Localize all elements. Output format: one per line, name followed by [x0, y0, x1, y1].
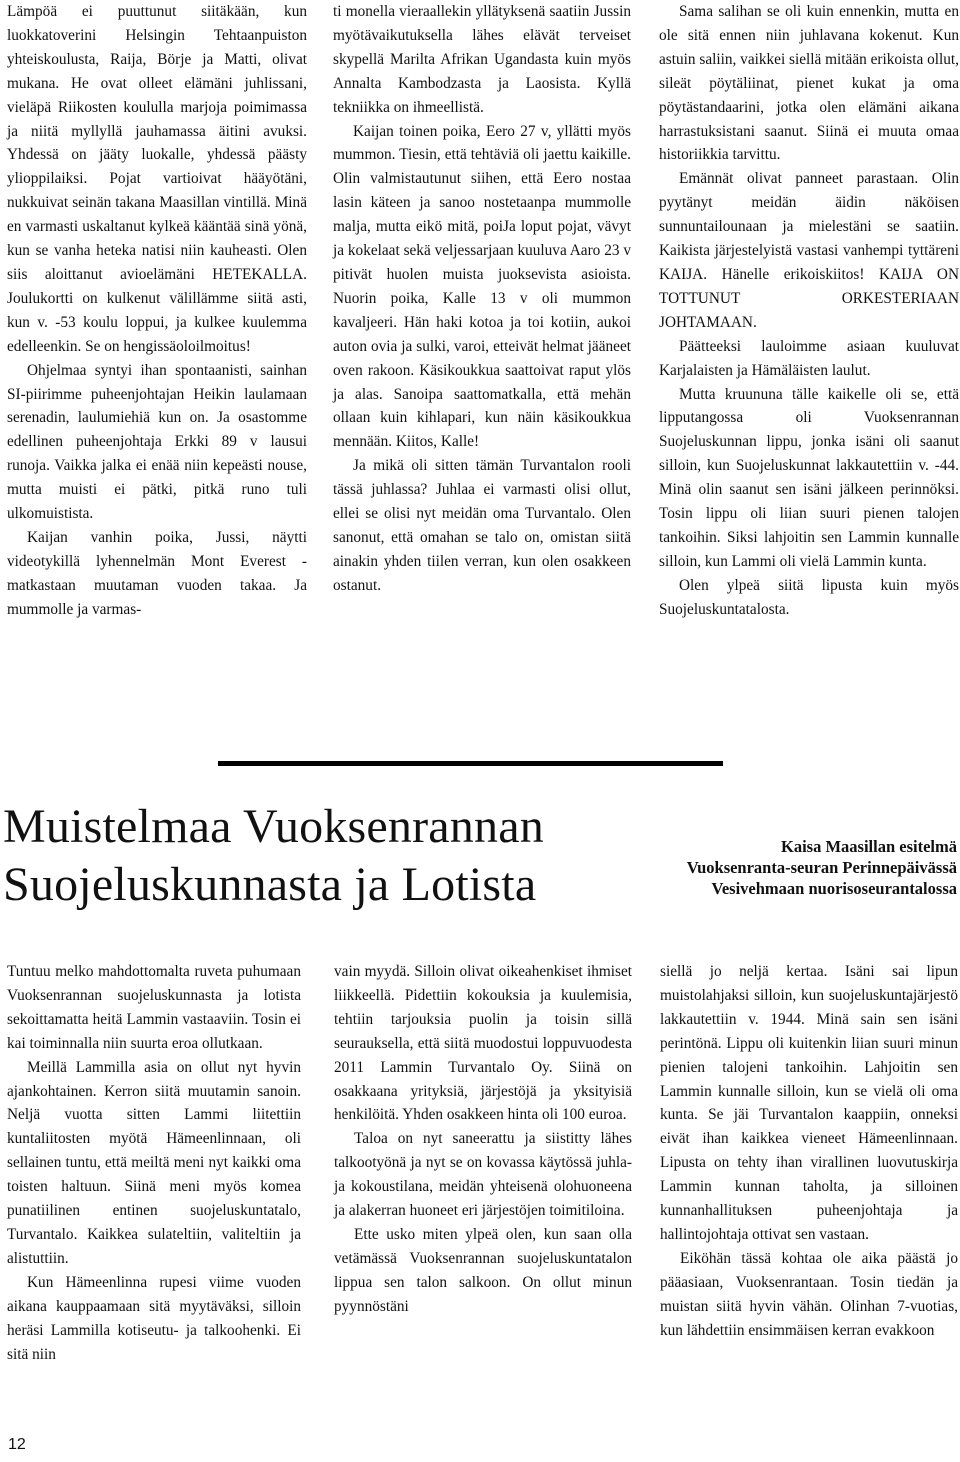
paragraph: ti monella vieraallekin yllätyksenä saatiin Jussin myötävaikutuksella lähes elävät terveiset skypellä Marilta Afrikan Ugandasta kuin myös Annalta Kambodzasta ja Laosista. Kyllä tekniikka on ihmeellistä. [333, 3, 631, 116]
paragraph: Ja mikä oli sitten tämän Turvantalon rooli tässä juhlassa? Juhlaa ei varmasti olisi ollut, ellei se olisi nyt meidän oma Turvantalo. Olen sanonut, että omahan se talo on, omistan siitä ainakin yhden tiilen verran, kun olen osakkeen ostanut. [333, 457, 631, 594]
byline-venue: Vesivehmaan nuorisoseurantalossa [711, 879, 957, 898]
paragraph: Eiköhän tässä kohtaa ole aika päästä jo pääasiaan, Vuoksenrantaan. Tosin tiedän ja muistan siitä hyvin vähän. Olinhan 7-vuotias, kun lähdettiin ensimmäisen kerran evakkoon [660, 1249, 958, 1339]
upper-column-3 [659, 0, 959, 622]
paragraph: Tuntuu melko mahdottomalta ruveta puhumaan Vuoksenrannan suojeluskunnasta ja lotista sekoittamatta heitä Lammin vastaaviin. Tosin ei kai toiminnalla niin suurta eroa ollutkaan. [7, 963, 301, 1052]
paragraph: Kun Hämeenlinna rupesi viime vuoden aikana kauppaamaan sitä myytäväksi, silloin heräsi Lammilla kotiseutu- ja talkoohenki. Ei sitä niin [7, 1273, 301, 1363]
paragraph: Emännät olivat panneet parastaan. Olin pyytänyt meidän äidin näköisen sunnuntailounaan ja mielestäni se saatiin. Kaikista järjestelyistä vastasi vanhempi tyttäreni KAIJA. Hänelle erikoiskiitos! KAIJA ON TOTTUNUT ORKESTERIAAN JOHTAMAAN. [659, 170, 959, 331]
paragraph: Kaijan vanhin poika, Jussi, näytti videotykillä lyhennelmän Mont Everest -matkastaan muutaman vuoden takaa. Ja mummolle ja varmas- [7, 528, 307, 618]
paragraph: Taloa on nyt saneerattu ja siistitty lähes talkootyönä ja nyt se on kovassa käytössä juhla- ja kokoustilana, meidän yhteisenä olohuoneena ja alakerran huoneet eri järjestöjen toimitiloina. [334, 1130, 632, 1220]
paragraph: Ette usko miten ylpeä olen, kun saan olla vetämässä Vuoksenrannan suojeluskuntatalon lippua sen talon salkoon. On ollut minun pyynnöstäni [334, 1225, 632, 1315]
headline-line-2: Suojeluskunnasta ja Lotista [3, 858, 537, 911]
paragraph: Lämpöä ei puuttunut siitäkään, kun luokkatoverini Helsingin Tehtaanpuiston yhteiskoulusta, Raija, Börje ja Matti, olivat mukana. He ovat olleet elämäni juhlissani, vieläpä Riikosten koululla marjoja poimimassa ja niitä myllyllä jauhamassa äitini avuksi. Yhdessä on jääty luokalle, yhdessä päästy ylioppilaiksi. Pojat vartioivat hääyötäni, nukkuivat seinän takana Maasillan vintillä. Minä en varmasti uskaltanut kylkeä kääntää sinä yönä, kun se vanha heteka natisi niin kauheasti. Olen siis aloittanut avioelämäni HETEKALLA. Joulukortti on kulkenut välillämme siitä asti, kun v. -53 koulu loppui, ja kulkee kuulemma edelleenkin. Se on hengissäoloilmoitus! [7, 3, 307, 355]
article-headline [3, 798, 544, 914]
lower-column-2 [334, 960, 632, 1319]
paragraph: Kaijan toinen poika, Eero 27 v, yllätti myös mummon. Tiesin, että tehtäviä oli jaettu kaikille. Olin valmistautunut siihen, että Eero nostaa lasin käteen ja sanoo nostetaanpa mummolle malja, mutta eikö mitä, poiJa loput pojat, vävyt ja kokelaat sekä veljessarjaan kuuluva Aaro 23 v pitivät huolen muista juoksevista asioista. Nuorin poika, Kalle 13 v oli mummon kavaljeeri. Hän haki kotoa ja toi kotiin, aukoi auton ovia ja sulki, varoi, etteivät helmat jääneet oven rakoon. Käsikoukkua saattoivat raput ylös ja alas. Sanoipa saattomatkalla, että mehän ollaan kuin kihlapari, kun näin käsikoukkua mennään. Kiitos, Kalle! [333, 122, 631, 451]
paragraph: Mutta kruununa tälle kaikelle oli se, että lipputangossa oli Vuoksenrannan Suojeluskunnan lippu, jonka isäni oli saanut silloin, kun Suojeluskunnat lakkautettiin v. -44. Minä olin saanut sen isäni jälkeen perinnöksi. Tosin lippu oli liian suuri pienen talojen tankoihin. Siksi lahjoitin sen Lammin kunnalle silloin, kun Lammi oli vielä Lammin kunta. [659, 385, 959, 570]
page-number: 12 [8, 1436, 26, 1453]
section-divider [218, 761, 723, 766]
lower-column-3 [660, 960, 958, 1343]
upper-column-2 [333, 0, 631, 598]
paragraph: Ohjelmaa syntyi ihan spontaanisti, sainhan SI-piirimme puheenjohtajan Heikin laulamaan serenadin, laulumiehiä kun on. Ja osastomme edellinen puheenjohtaja Erkki 89 v lausui runoja. Vaikka jalka ei enää niin kepeästi nouse, mutta muisti ei pätki, pitkä runo tuli ulkomuistista. [7, 361, 307, 523]
upper-column-1 [7, 0, 307, 622]
byline-author: Kaisa Maasillan esitelmä [781, 837, 957, 856]
paragraph: Olen ylpeä siitä lipusta kuin myös Suojeluskuntatalosta. [659, 576, 959, 618]
article-byline [687, 836, 957, 899]
headline-line-1: Muistelmaa Vuoksenrannan [3, 800, 544, 853]
byline-event: Vuoksenranta-seuran Perinnepäivässä [686, 858, 957, 877]
lower-column-1 [7, 960, 301, 1366]
paragraph: Päätteeksi lauloimme asiaan kuuluvat Karjalaisten ja Hämäläisten laulut. [659, 337, 959, 379]
paragraph: siellä jo neljä kertaa. Isäni sai lipun muistolahjaksi silloin, kun suojeluskuntajärjestö lakkautettiin v. 1944. Minä sain sen isäni perintönä. Lippu oli kuitenkin liian suuri minun pienien talojeni tankoihin. Lahjoitin sen Lammin kunnalle silloin, kun se vielä oli oma kunta. Se jäi Turvantalon kaappiin, onneksi eivät ihan kaikkea vieneet Hämeenlinnaan. Lipusta on tehty ihan virallinen luovutuskirja Lammin kunnan taholta, ja silloinen kunnanhallituksen puheenjohtaja ja hallintojohtaja ottivat sen vastaan. [660, 963, 958, 1243]
paragraph: vain myydä. Silloin olivat oikeahenkiset ihmiset liikkeellä. Pidettiin kokouksia ja kuulemisia, tehtiin tarjouksia puolin ja toisin sillä seurauksella, että siitä muodostui loppuvuodesta 2011 Lammin Turvantalo Oy. Siinä on osakkaana yrityksiä, järjestöjä ja yksityisiä henkilöitä. Yhden osakkeen hinta oli 100 euroa. [334, 963, 632, 1124]
paragraph: Sama salihan se oli kuin ennenkin, mutta en ole sitä ennen niin juhlavana kokenut. Kun astuin saliin, vaikkei siellä mitään erikoista ollut, sileät pöytäliinat, pienet kukat ja oma pöytästandaarini, jotka olen elämäni aikana harrastuksistani saanut. Siinä ei muuta omaa historiikkia tarvittu. [659, 3, 959, 164]
paragraph: Meillä Lammilla asia on ollut nyt hyvin ajankohtainen. Kerron siitä muutamin sanoin. Neljä vuotta sitten Lammi liitettiin kuntaliitosten myötä Hämeenlinnaan, oli sellainen tuntu, että meiltä meni nyt kaikki oma toisten haltuun. Siinä meni myös komea punatiilinen entinen suojeluskuntatalo, Turvantalo. Kaikkea sulateltiin, valiteltiin ja alistuttiin. [7, 1058, 301, 1267]
